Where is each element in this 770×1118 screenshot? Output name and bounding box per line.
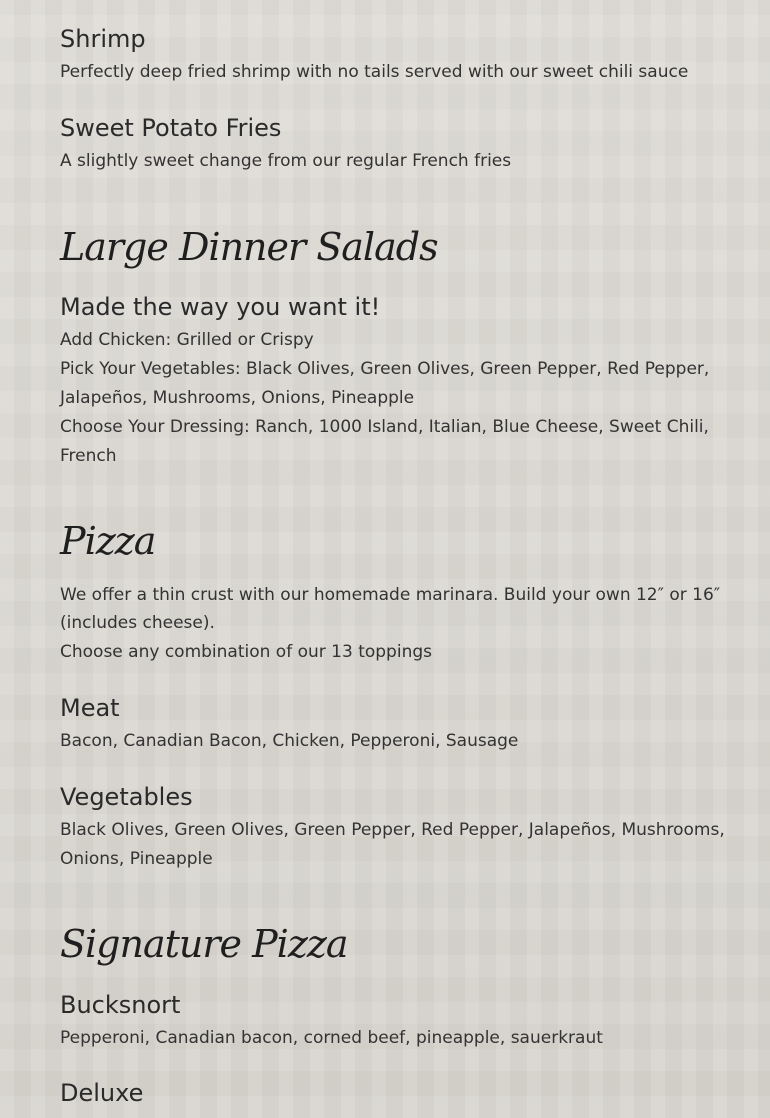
salads-line-3: Jalapeños, Mushrooms, Onions, Pineapple [60,388,415,408]
salads-subtitle: Made the way you want it! [60,293,381,321]
salads-line-2: Pick Your Vegetables: Black Olives, Green Olives, Green Pepper, Red Pepper, [60,359,710,379]
item-title-deluxe: Deluxe [60,1079,144,1107]
item-title-meat: Meat [60,694,120,722]
pizza-line-3: Choose any combination of our 13 toppings [60,642,432,662]
item-title-shrimp: Shrimp [60,25,146,53]
item-desc-sweet-potato-fries: A slightly sweet change from our regular French fries [60,151,512,171]
section-title-signature-pizza: Signature Pizza [60,922,348,966]
item-desc-shrimp: Perfectly deep fried shrimp with no tails served with our sweet chili sauce [60,62,689,82]
vegetables-line-2: Onions, Pineapple [60,849,213,869]
item-title-sweet-potato-fries: Sweet Potato Fries [60,114,282,142]
pizza-line-1: We offer a thin crust with our homemade marinara. Build your own 12″ or 16″ [60,585,721,605]
salads-line-5: French [60,446,117,466]
vegetables-line-1: Black Olives, Green Olives, Green Pepper, Red Pepper, Jalapeños, Mushrooms, [60,820,725,840]
salads-line-4: Choose Your Dressing: Ranch, 1000 Island, Italian, Blue Cheese, Sweet Chili, [60,417,709,437]
section-title-salads: Large Dinner Salads [60,225,438,269]
pizza-line-2: (includes cheese). [60,613,215,633]
item-title-vegetables: Vegetables [60,783,193,811]
item-desc-bucksnort: Pepperoni, Canadian bacon, corned beef, pineapple, sauerkraut [60,1028,603,1048]
item-title-bucksnort: Bucksnort [60,991,181,1019]
item-desc-meat: Bacon, Canadian Bacon, Chicken, Pepperoni, Sausage [60,731,519,751]
salads-line-1: Add Chicken: Grilled or Crispy [60,330,314,350]
section-title-pizza: Pizza [60,519,156,563]
